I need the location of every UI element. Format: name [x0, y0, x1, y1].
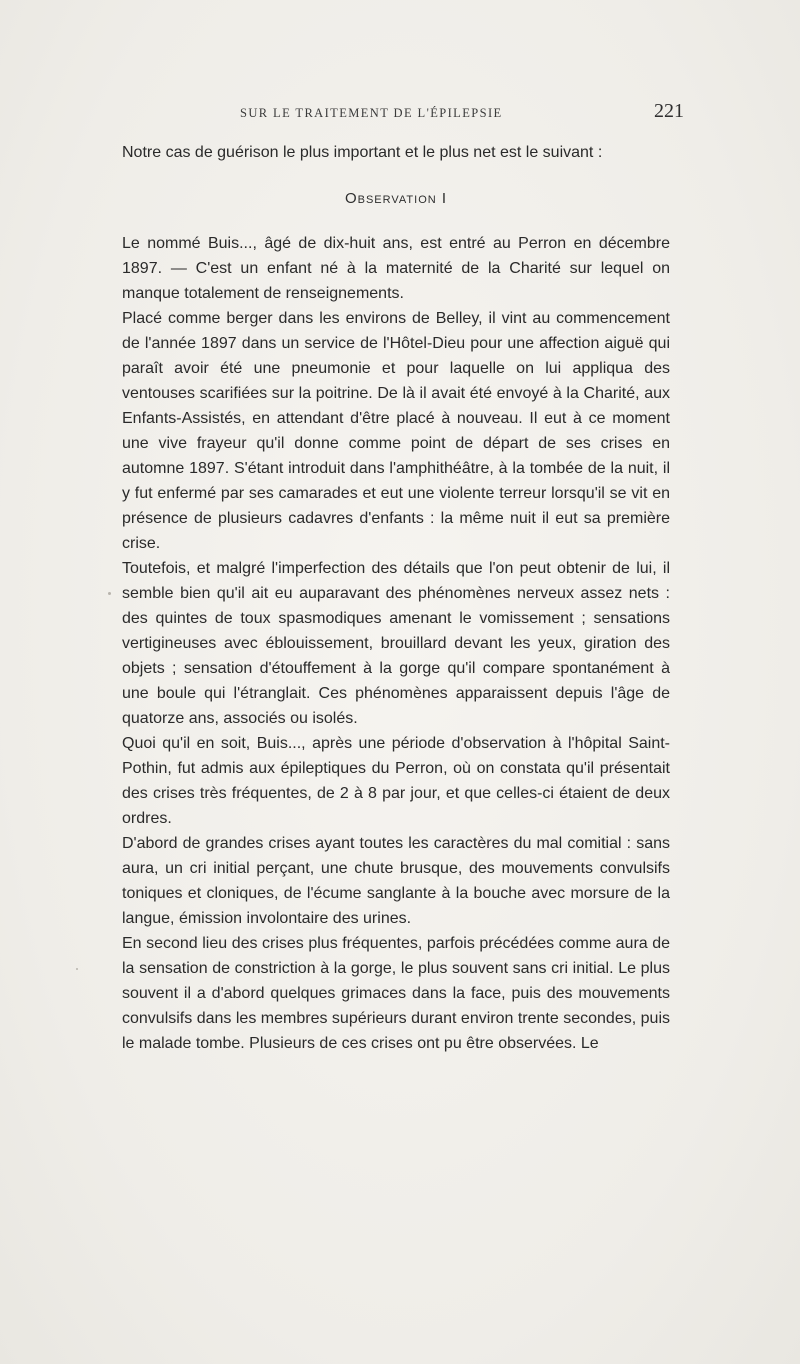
running-title: SUR LE TRAITEMENT DE L'ÉPILEPSIE — [240, 106, 503, 120]
paragraph-1: Le nommé Buis..., âgé de dix-huit ans, est entré au Perron en décembre 1897. — C'est un enfant né à la maternité de la Charité sur lequel on manque totalement de renseignements. — [122, 235, 670, 302]
intro-paragraph: Notre cas de guérison le plus important et le plus net est le suivant : — [122, 144, 603, 161]
paper-speck — [76, 968, 78, 970]
paragraph-6: En second lieu des crises plus fréquentes, parfois précédées comme aura de la sensation de constriction à la gorge, le plus souvent sans cri initial. Le plus souvent il a d'abord quelques grimaces dans la face, puis des mouvements convulsifs dans les membres supérieurs durant environ trente secondes, puis le malade tombe. Plusieurs de ces crises ont pu être observées. Le — [122, 935, 670, 1052]
paragraph-4: Quoi qu'il en soit, Buis..., après une période d'observation à l'hôpital Saint-Pothin, fut admis aux épileptiques du Perron, où on constata qu'il présentait des crises très fréquentes, de 2 à 8 par jour, et que celles-ci étaient de deux ordres. — [122, 735, 670, 827]
page-number: 221 — [654, 100, 684, 122]
paragraph-5: D'abord de grandes crises ayant toutes les caractères du mal comitial : sans aura, un cri initial perçant, une chute brusque, des mouvements convulsifs toniques et cloniques, de l'écume sanglante à la bouche avec morsure de la langue, émission involontaire des urines. — [122, 835, 670, 927]
paragraph-3: Toutefois, et malgré l'imperfection des détails que l'on peut obtenir de lui, il semble bien qu'il ait eu auparavant des phénomènes nerveux assez nets : des quintes de toux spasmodiques amenant le vomissement ; sensations vertigineuses avec éblouissement, brouillard devant les yeux, giration des objets ; sensation d'étouffement à la gorge qu'il compare spontanément à une boule qui l'étranglait. Ces phénomènes apparaissent depuis l'âge de quatorze ans, associés ou isolés. — [122, 560, 670, 727]
paper-speck — [108, 592, 111, 595]
observation-title: Observation I — [344, 190, 448, 207]
body-text — [122, 140, 670, 1056]
paragraph-2: Placé comme berger dans les environs de Belley, il vint au commencement de l'année 1897 dans un service de l'Hôtel-Dieu pour une affection aiguë qui paraît avoir été une pneumonie et pour laquelle on lui appliqua des ventouses scarifiées sur la poitrine. De là il avait été envoyé à la Charité, aux Enfants-Assistés, en attendant d'être placé à nouveau. Il eut à ce moment une vive frayeur qu'il donne comme point de départ de ses crises en automne 1897. S'étant introduit dans l'amphithéâtre, à la tombée de la nuit, il y fut enfermé par ses camarades et eut une violente terreur lorsqu'il se vit en présence de plusieurs cadavres d'enfants : la même nuit il eut sa première crise. — [122, 310, 670, 552]
page-header — [240, 100, 684, 126]
